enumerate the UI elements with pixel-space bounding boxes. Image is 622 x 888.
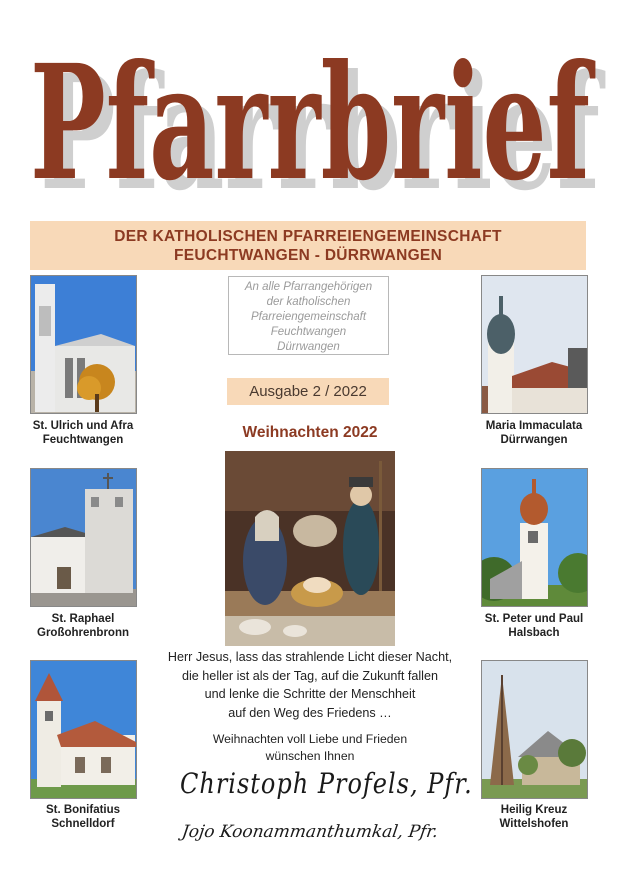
- issue-label: Ausgabe 2 / 2022: [227, 378, 389, 405]
- greeting-text: [170, 731, 450, 765]
- church-caption: [13, 419, 153, 447]
- church-place: Feuchtwangen: [42, 434, 124, 446]
- church-photo-heilig-kreuz: [481, 660, 588, 799]
- church-photo-st-raphael: [30, 468, 137, 607]
- prayer-text: [150, 648, 470, 722]
- church-name: St. Peter und Paul: [484, 613, 584, 625]
- church-caption: [464, 803, 604, 831]
- church-photo-st-ulrich: [30, 275, 137, 414]
- subtitle-band: [30, 221, 586, 270]
- prayer-line: und lenke die Schritte der Menschheit: [204, 687, 416, 702]
- church-name: Heilig Kreuz: [500, 804, 568, 816]
- church-caption: [13, 612, 153, 640]
- church-place: Halsbach: [508, 627, 560, 639]
- greeting-line: wünschen Ihnen: [265, 749, 355, 763]
- address-line: Dürrwangen: [277, 341, 340, 353]
- subtitle-line-2: FEUCHTWANGEN - DÜRRWANGEN: [173, 247, 443, 264]
- church-photo-st-bonifatius: [30, 660, 137, 799]
- church-name: St. Raphael: [51, 613, 115, 625]
- masthead-title-shadow: Pfarrbrief: [40, 41, 606, 220]
- church-caption: [464, 419, 604, 447]
- address-line: Pfarreiengemeinschaft: [250, 311, 367, 323]
- prayer-line: auf den Weg des Friedens …: [228, 705, 392, 720]
- prayer-line: Herr Jesus, lass das strahlende Licht dieser Nacht,: [167, 650, 453, 664]
- masthead: [0, 0, 622, 220]
- address-line: Feuchtwangen: [270, 326, 347, 338]
- nativity-photo: [225, 451, 395, 646]
- subtitle-line-1: DER KATHOLISCHEN PFARREIENGEMEINSCHAFT: [114, 228, 502, 245]
- church-caption: [13, 803, 153, 831]
- signature-second: Jojo Koonammanthumkal, Pfr.: [180, 822, 440, 842]
- church-place: Schnelldorf: [51, 818, 115, 830]
- church-place: Wittelshofen: [499, 818, 569, 830]
- prayer-line: die heller ist als der Tag, auf die Zukunft fallen: [182, 668, 438, 683]
- greeting-line: Weihnachten voll Liebe und Frieden: [212, 732, 408, 746]
- church-place: Dürrwangen: [500, 434, 568, 446]
- headline: Weihnachten 2022: [242, 424, 378, 441]
- church-place: Großohrenbronn: [37, 627, 129, 639]
- masthead-logo: [0, 0, 622, 220]
- signature-first: Christoph Profels, Pfr.: [180, 767, 473, 801]
- address-line: An alle Pfarrangehörigen: [244, 281, 373, 293]
- address-line: der katholischen: [266, 296, 351, 308]
- church-caption: [464, 612, 604, 640]
- church-photo-st-peter-paul: [481, 468, 588, 607]
- church-name: St. Ulrich und Afra: [32, 420, 134, 432]
- church-photo-maria-immaculata: [481, 275, 588, 414]
- church-name: Maria Immaculata: [485, 420, 583, 432]
- address-box: [228, 276, 389, 355]
- masthead-title: Pfarrbrief: [30, 31, 596, 216]
- church-name: St. Bonifatius: [45, 804, 121, 816]
